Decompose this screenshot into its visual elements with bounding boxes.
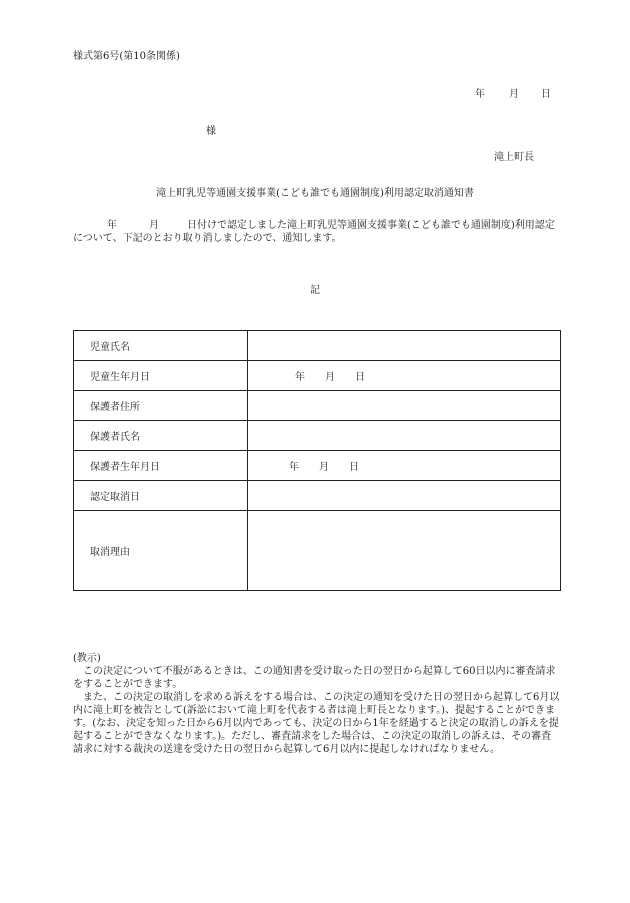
table-row bbox=[74, 421, 561, 451]
guardian-birth-year: 年 bbox=[289, 462, 299, 473]
guardian-birth-month: 月 bbox=[319, 462, 329, 473]
guardian-birth-label: 保護者生年月日 bbox=[74, 451, 248, 481]
document-title: 滝上町乳児等通園支援事業(こども誰でも通園制度)利用認定取消通知書 bbox=[156, 188, 474, 199]
guardian-birth-value bbox=[248, 451, 561, 481]
guardian-birth-day: 日 bbox=[349, 462, 359, 473]
ki-heading: 記 bbox=[310, 285, 320, 296]
table-row bbox=[74, 511, 561, 591]
date-day: 日 bbox=[541, 89, 551, 100]
revoke-reason-label: 取消理由 bbox=[74, 511, 248, 591]
notice-paragraph-1: この決定について不服があるときは、この通知書を受け取った日の翌日から起算して60日以内に審査請求をすることができます。 bbox=[73, 666, 556, 690]
info-table bbox=[73, 330, 561, 591]
appeal-notice bbox=[73, 652, 560, 756]
revoke-reason-value bbox=[248, 511, 561, 591]
table-row bbox=[74, 391, 561, 421]
table-row bbox=[74, 331, 561, 361]
child-name-label: 児童氏名 bbox=[74, 331, 248, 361]
intro-month: 月 bbox=[149, 220, 159, 231]
child-birth-year: 年 bbox=[295, 372, 305, 383]
date-month: 月 bbox=[509, 89, 519, 100]
child-birth-value bbox=[248, 361, 561, 391]
notice-paragraph-2: また、この決定の取消しを求める訴えをする場合は、この決定の通知を受けた日の翌日から起算して6月以内に滝上町を被告として(訴訟において滝上町を代表する者は滝上町長となります。)、提起することができます。(なお、決定を知った日から6月以内であっても、決定の日から1年を経過すると決定の取消しの訴えを提起することができなくなります。)。ただし、審査請求をした場合は、この決定の取消しの訴えは、その審査請求に対する裁決の送達を受けた日の翌日から起算して6月以内に提起しなければなりません。 bbox=[73, 692, 560, 755]
addressee-suffix: 様 bbox=[206, 126, 216, 137]
table-row bbox=[74, 451, 561, 481]
intro-text: 日付けで認定しました滝上町乳児等通園支援事業(こども誰でも通園制度)利用認定について、下記のとおり取り消しましたので、通知します。 bbox=[73, 220, 555, 244]
form-number: 様式第6号(第10条関係) bbox=[73, 51, 180, 62]
child-birth-month: 月 bbox=[325, 372, 335, 383]
guardian-name-label: 保護者氏名 bbox=[74, 421, 248, 451]
child-birth-day: 日 bbox=[355, 372, 365, 383]
guardian-address-value bbox=[248, 391, 561, 421]
revoke-date-label: 認定取消日 bbox=[74, 481, 248, 511]
notice-heading: (教示) bbox=[73, 653, 101, 664]
revoke-date-value bbox=[248, 481, 561, 511]
child-name-value bbox=[248, 331, 561, 361]
guardian-address-label: 保護者住所 bbox=[74, 391, 248, 421]
date-year: 年 bbox=[475, 89, 485, 100]
issue-date bbox=[475, 88, 565, 101]
intro-paragraph bbox=[73, 219, 560, 245]
table-row bbox=[74, 481, 561, 511]
issuer: 滝上町長 bbox=[494, 152, 534, 163]
guardian-name-value bbox=[248, 421, 561, 451]
table-row bbox=[74, 361, 561, 391]
intro-year: 年 bbox=[107, 220, 117, 231]
child-birth-label: 児童生年月日 bbox=[74, 361, 248, 391]
